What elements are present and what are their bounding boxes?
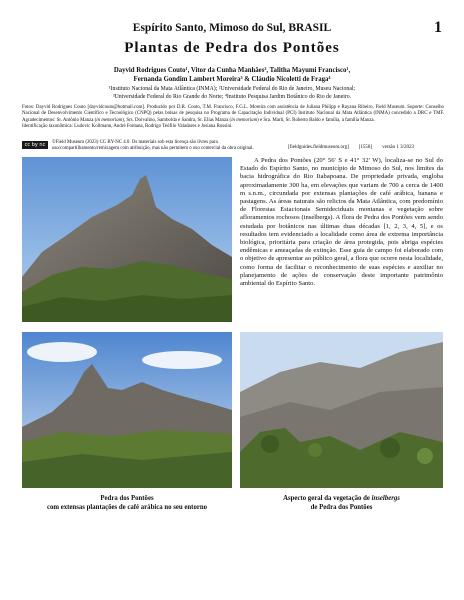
page-number: 1 bbox=[434, 19, 442, 36]
page-title: Plantas de Pedra dos Pontões bbox=[124, 40, 340, 56]
guide-code: [1558] bbox=[358, 145, 373, 150]
photo-inselberg-vegetation bbox=[240, 332, 443, 488]
caption-right-prefix: Aspecto geral da vegetação de bbox=[283, 495, 372, 502]
caption-left-line-2: com extensas plantações de café arábica no seu entorno bbox=[46, 504, 208, 511]
authors-line-2: Fernanda Gondim Lambert Moreira³ & Cláudio Nicoletti de Fraga⁴ bbox=[133, 76, 331, 83]
intro-paragraph: A Pedra dos Pontões (20° 56' S e 41° 32' W), localiza-se no Sul do Estado do Espírito Santo, no município de Mimoso do Sul, nos limites da bacia hidrográfica do Rio Itabapoana. De propriedade privada, engloba aproximadamente 300 ha, em elevações que variam de 700 a cerca de 1400 m s.n.m., circundada por extensas plantações de café arábica, banana e pastagens. As áreas naturais são relictos da Mata Atlântica, com predomínio de Florestas Estacionais Semideciduais montanas e vegetação sobre afloramentos rochosos (inselbergs). A flora de Pedra dos Pontões vem sendo estudada por botânicos nas últimas duas décadas [1, 2, 3, 4, 5], e os resultados tem evidenciado a localidade como área de extrema importância biológica, prioritária para criação de área protegida, pois abriga espécies endêmicas e ameaçadas de extinção. Esse guia de campo foi elaborado com o objetivo de apresentar ao público geral, a flora que ocorre nesta localidade, como forma de facilitar o reconhecimento de suas espécies e auxiliar no planejamento de ações de conservação deste importante patrimônio ambiental do Espírito Santo. bbox=[240, 157, 443, 288]
credits-photos: Fotos: Dayvid Rodrigues Couto [dayvidcouto@hotmail.com]. Produzido por D.R. Couto, T.M. Francisco, F.G.L. Moreira com assistência de Juliana Philipp e Rayana Ribeiro, Field Museum. Suporte: Conselho Nacional de Desenvolvimento Científico e Tecnológico (CNPQ) pelas bolsas de pesquisa no Programa de Capacitação Individual (PCI) Instituto Nacional da Mata Atlântica (INMA) concedido a DRC e TMF. Agradecimentos: Sr. Antônio Manza ( bbox=[22, 105, 444, 123]
caption-right-italic: inselbergs bbox=[371, 495, 400, 502]
fieldguides-link[interactable]: [fieldguides.fieldmuseum.org] bbox=[288, 145, 349, 150]
affiliations-line-2: ³Universidade Federal do Rio Grande do Norte; ⁴Instituto Pesquisa Jardim Botânico do Rio de Janeiro. bbox=[112, 94, 352, 100]
photo-pedra-dos-pontoes-peak bbox=[22, 157, 232, 322]
credits-block bbox=[22, 105, 444, 130]
document-meta bbox=[288, 145, 448, 150]
cc-license-badge: cc by nc bbox=[22, 141, 48, 149]
header-location: Espírito Santo, Mimoso do Sul, BRASIL bbox=[132, 22, 332, 34]
credits-identification: Identificação taxonômica: Ludovic Kollmann, André Fontana, Rodrigo Teófilo Valadares e Josiana Rossini. bbox=[22, 123, 233, 129]
license-text: ©Field Museum (2023) CC BY-NC 4.0. Os materiais sob esta licença são livres para uso/compartilhamento/remixagem com atribuição, mas não permitem o uso comercial da obra original. bbox=[52, 140, 254, 151]
caption-left-line-1: Pedra dos Pontões bbox=[100, 495, 154, 502]
guide-version: versão 1 3/2023 bbox=[382, 145, 415, 150]
credits-in-memoriam-1: in memoriam bbox=[96, 117, 123, 123]
photo-pedra-dos-pontoes-coffee bbox=[22, 332, 232, 488]
authors-line-1: Dayvid Rodrigues Couto¹, Vitor da Cunha Manhães², Talitha Mayumi Francisco¹, bbox=[113, 67, 351, 74]
credits-photos-end: ) e Sra. Marli, Sr. Roberto Baldo e família, a família Manza. bbox=[257, 117, 375, 123]
credits-photos-cont: ), Srs. Dorvalino, Sambolda e Sandra, Sr. Elias Manza ( bbox=[122, 117, 232, 123]
caption-left bbox=[22, 494, 232, 512]
credits-in-memoriam-2: in memoriam bbox=[231, 117, 258, 123]
caption-right-line-2: de Pedra dos Pontões bbox=[310, 504, 373, 511]
caption-right bbox=[240, 494, 443, 512]
affiliations-line-1: ¹Instituto Nacional da Mata Atlântica (INMA); ²Universidade Federal do Rio de Janeiro, Museu Nacional; bbox=[108, 86, 356, 92]
